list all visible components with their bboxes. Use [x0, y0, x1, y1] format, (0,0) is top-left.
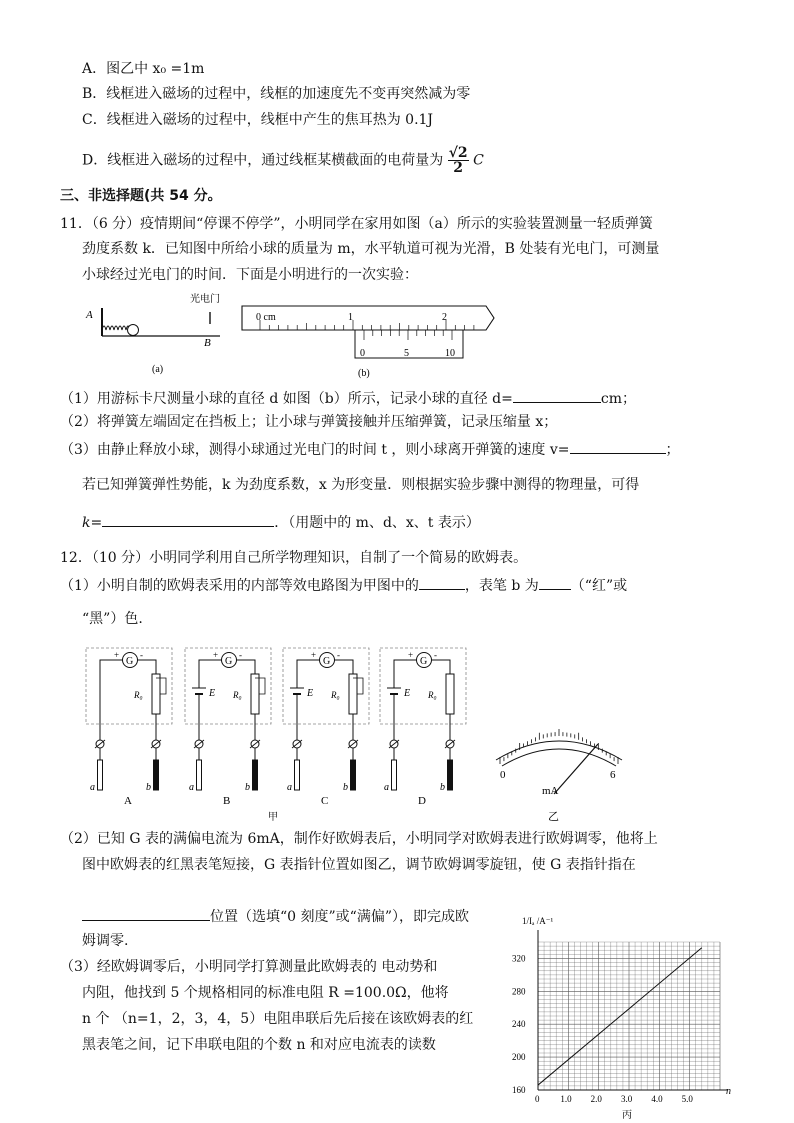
probe-a-icon	[197, 760, 202, 790]
ball-icon	[128, 325, 139, 336]
svg-text:G: G	[126, 656, 134, 667]
q11-step-5	[82, 512, 480, 532]
svg-text:-: -	[337, 650, 340, 660]
svg-text:a: a	[287, 782, 292, 793]
circuit-c	[283, 648, 369, 807]
svg-text:R₀: R₀	[233, 690, 242, 700]
rheostat-icon	[349, 674, 357, 714]
q11-step-1-unit: cm；	[600, 391, 636, 407]
vernier-label-10: 10	[445, 348, 455, 359]
answer-blank-d[interactable]	[513, 388, 601, 403]
figure-a-apparatus	[82, 290, 232, 382]
answer-blank-circuit[interactable]	[419, 575, 465, 590]
q12-step-1-text: （1）小明自制的欧姆表采用的内部等效电路图为甲图中的	[60, 578, 419, 594]
answer-blank-k[interactable]	[102, 512, 274, 527]
q12-step-3-3: n 个 （n=1，2，3，4，5）电阻串联后先后接在该欧姆表的红	[82, 1011, 474, 1027]
svg-text:+: +	[114, 650, 120, 660]
meter-dial	[484, 722, 634, 826]
circuits-caption: 甲	[268, 812, 278, 823]
caption-a: (a)	[152, 364, 164, 375]
q11-step-1-text: （1）用游标卡尺测量小球的直径 d 如图（b）所示，记录小球的直径 d=	[60, 391, 513, 407]
option-c: C．线框进入磁场的过程中，线框中产生的焦耳热为 0.1J	[82, 112, 434, 128]
svg-text:R₀: R₀	[428, 690, 437, 700]
svg-text:a: a	[189, 782, 194, 793]
probe-b-icon	[351, 760, 356, 790]
svg-text:E: E	[209, 688, 216, 699]
x-tick-label: 3.0	[621, 1094, 633, 1104]
q11-step-1	[60, 388, 636, 408]
svg-text:b: b	[245, 782, 250, 793]
y-tick-label: 160	[512, 1085, 526, 1095]
circuit-label: C	[321, 795, 329, 807]
svg-text:+: +	[213, 650, 219, 660]
y-tick-label: 280	[512, 986, 526, 997]
q11-step-4: 若已知弹簧弹性势能，k 为劲度系数，x 为形变量．则根据实验步骤中测得的物理量，可得	[82, 477, 640, 493]
caption-b: (b)	[358, 368, 370, 379]
y-tick-label: 320	[512, 953, 526, 964]
q11-intro-1: 11．（6 分）疫情期间“停课不停学”，小明同学在家用如图（a）所示的实验装置测量一轻质弹簧	[60, 216, 653, 232]
circuit-b	[185, 648, 271, 807]
q12-step-2-b: 图中欧姆表的红黑表笔短接，G 表指针位置如图乙，调节欧姆调零旋钮，使 G 表指针指在	[82, 857, 636, 873]
q12-step-2-a: （2）已知 G 表的满偏电流为 6mA，制作好欧姆表后，小明同学对欧姆表进行欧姆调零，他将上	[60, 831, 658, 847]
fraction-denominator: 2	[453, 160, 464, 176]
needle-icon	[554, 744, 598, 794]
q12-step-1-end: “黑”）色.	[82, 611, 143, 627]
svg-text:b: b	[146, 782, 151, 793]
meter-label-6: 6	[610, 769, 616, 781]
probe-a-icon	[392, 760, 397, 790]
option-b: B．线框进入磁场的过程中，线框的加速度先不变再突然减为零	[82, 86, 471, 102]
svg-text:G: G	[420, 656, 428, 667]
svg-text:b: b	[440, 782, 445, 793]
answer-blank-v[interactable]	[570, 439, 666, 454]
q12-step-1	[60, 575, 627, 595]
rheostat-icon	[251, 674, 259, 714]
main-scale-label-0: 0 cm	[256, 312, 276, 323]
q12-step-3-4: 黑表笔之间，记下串联电阻的个数 n 和对应电流表的读数	[82, 1037, 436, 1053]
label-b: B	[204, 337, 211, 349]
q11-step-5-text: ．（用题中的 m、d、x、t 表示）	[274, 515, 480, 531]
vernier-label-5: 5	[404, 348, 409, 359]
x-tick-label: 2.0	[590, 1094, 602, 1104]
q11-intro-3: 小球经过光电门的时间．下面是小明进行的一次实验：	[82, 267, 418, 283]
svg-text:a: a	[90, 782, 95, 793]
chart-xlabel: n	[726, 1086, 731, 1097]
probe-b-icon	[154, 760, 159, 790]
q12-step-3-1: （3）经欧姆调零后，小明同学打算测量此欧姆表的 电动势和	[60, 959, 438, 975]
probe-a-icon	[295, 760, 300, 790]
chart-caption: 丙	[622, 1110, 632, 1121]
q11-step-3-end: ；	[665, 442, 680, 458]
q12-step-1-text-c: （“红”或	[570, 578, 628, 594]
y-tick-label: 200	[512, 1052, 526, 1063]
figure-b-caliper	[240, 296, 498, 382]
option-d-unit: C	[473, 152, 484, 169]
svg-text:G: G	[323, 656, 331, 667]
circuit-diagrams	[82, 644, 492, 824]
main-scale-label-1: 1	[348, 312, 353, 323]
svg-text:G: G	[225, 656, 233, 667]
svg-text:-: -	[239, 650, 242, 660]
q11-step-3	[60, 439, 680, 459]
rheostat-icon	[152, 674, 160, 714]
main-scale-label-2: 2	[442, 312, 447, 323]
svg-text:b: b	[343, 782, 348, 793]
circuit-label: A	[124, 795, 132, 807]
svg-text:R₀: R₀	[331, 690, 340, 700]
probe-a-icon	[98, 760, 103, 790]
circuit-label: B	[223, 795, 231, 807]
svg-text:R₀: R₀	[134, 690, 143, 700]
svg-text:-: -	[434, 650, 437, 660]
fraction-sqrt2-over-2	[448, 146, 469, 175]
y-tick-label: 240	[512, 1019, 526, 1030]
q11-intro-2: 劲度系数 k．已知图中所给小球的质量为 m，水平轨道可视为光滑，B 处装有光电门，可测量	[82, 241, 660, 257]
q11-step-5-k: k=	[82, 515, 103, 531]
x-tick-label: 5.0	[681, 1094, 693, 1104]
meter-label-0: 0	[500, 769, 506, 781]
q12-step-2-c	[82, 906, 469, 926]
q12-step-3-2: 内阻，他找到 5 个规格相同的标准电阻 R =100.0Ω，他将	[82, 985, 449, 1001]
option-a: A．图乙中 x₀ =1m	[82, 61, 205, 77]
svg-text:+: +	[408, 650, 414, 660]
circuit-a	[86, 648, 172, 807]
answer-blank-position[interactable]	[82, 906, 210, 921]
option-d-text: D．线框进入磁场的过程中，通过线框某横截面的电荷量为	[82, 152, 444, 169]
label-a: A	[86, 309, 93, 321]
series-line	[538, 948, 702, 1085]
svg-text:-: -	[140, 650, 143, 660]
svg-text:a: a	[384, 782, 389, 793]
section-title: 三、非选择题(共 54 分。	[60, 188, 222, 204]
svg-text:+: +	[311, 650, 317, 660]
vernier-label-0: 0	[360, 348, 365, 359]
meter-caption: 乙	[548, 811, 559, 823]
option-d	[82, 146, 484, 175]
q12-step-2-c-text: 位置（选填“0 刻度”或“满偏”），即完成欧	[210, 909, 469, 925]
graph-bing	[508, 912, 744, 1122]
svg-text:E: E	[404, 688, 411, 699]
q11-step-2: （2）将弹簧左端固定在挡板上；让小球与弹簧接触并压缩弹簧，记录压缩量 x；	[60, 414, 558, 430]
q12-step-1-text-b: ，表笔 b 为	[464, 578, 539, 594]
fraction-numerator: √2	[448, 145, 468, 161]
x-tick-label: 4.0	[651, 1094, 663, 1104]
svg-text:E: E	[307, 688, 314, 699]
rheostat-icon	[446, 674, 454, 714]
circuit-d	[380, 648, 466, 807]
probe-b-icon	[448, 760, 453, 790]
probe-b-icon	[253, 760, 258, 790]
q12-intro: 12．（10 分）小明同学利用自己所学物理知识，自制了一个简易的欧姆表。	[60, 550, 528, 566]
answer-blank-color[interactable]	[539, 575, 571, 590]
chart-ylabel: 1/Iₐ /A⁻¹	[522, 916, 554, 926]
q12-step-2-d: 姆调零.	[82, 933, 129, 949]
label-photogate: 光电门	[190, 294, 220, 305]
circuit-label: D	[418, 795, 426, 807]
x-tick-label: 0	[535, 1094, 540, 1104]
x-tick-label: 1.0	[560, 1094, 572, 1104]
meter-unit: mA	[542, 785, 559, 797]
q11-step-3-text: （3）由静止释放小球，测得小球通过光电门的时间 t ，则小球离开弹簧的速度 v=	[60, 442, 570, 458]
chart-grid	[538, 942, 720, 1090]
